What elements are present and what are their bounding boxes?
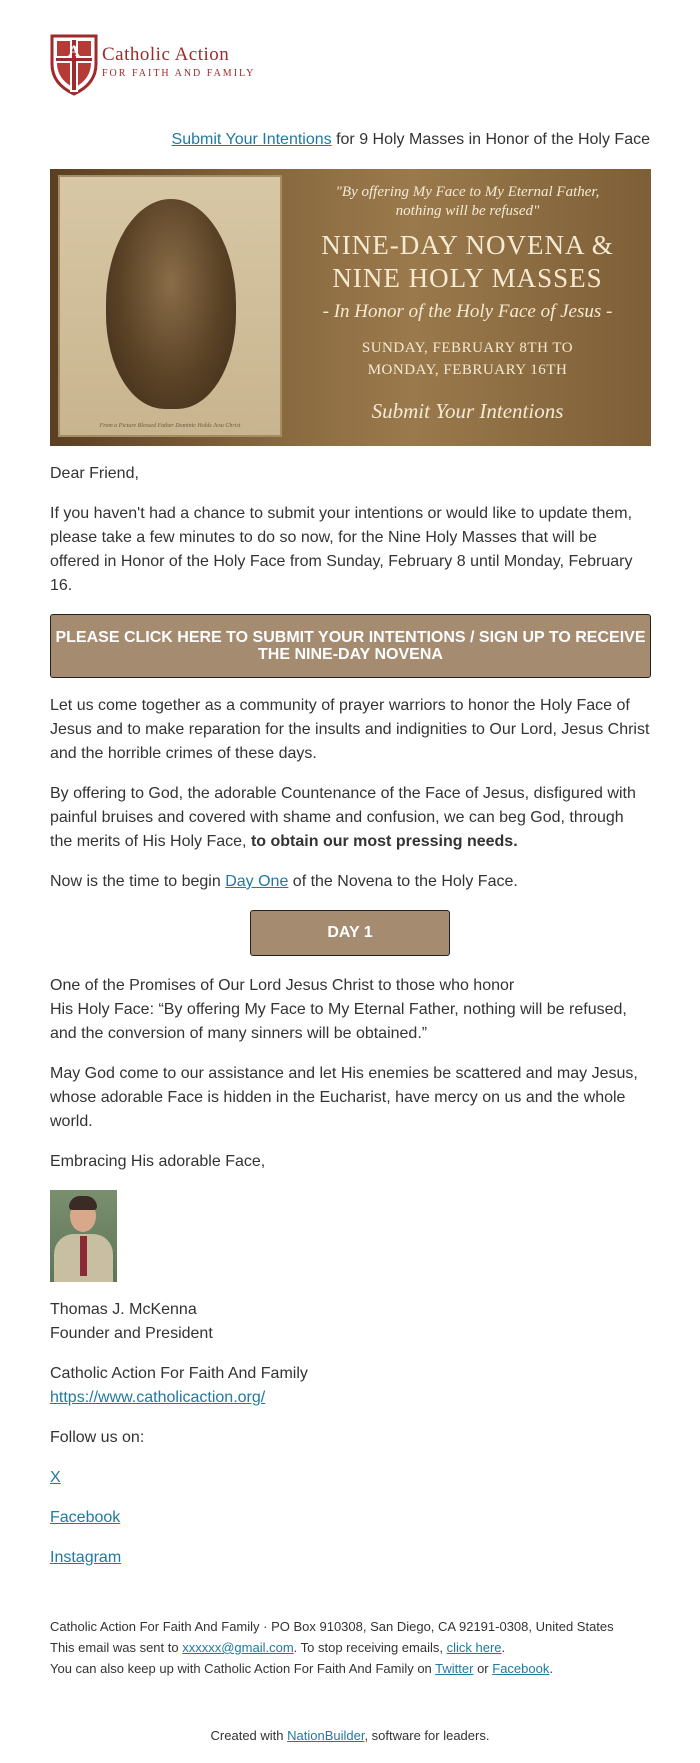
facebook-link[interactable]: Facebook — [50, 1509, 121, 1526]
community-paragraph: Let us come together as a community of prayer warriors to honor the Holy Face of Jesus and to make reparation for the insults and indignities to Our Lord, Jesus Christ and the horrible crimes of these days. — [50, 697, 650, 762]
banner-honor: - In Honor of the Holy Face of Jesus - — [322, 301, 613, 322]
footer-keep — [50, 1658, 650, 1679]
footer-sent-middle: . To stop receiving emails, — [293, 1640, 447, 1655]
social-instagram — [50, 1546, 650, 1570]
footer-twitter-link[interactable]: Twitter — [435, 1661, 474, 1676]
logo[interactable] — [48, 30, 288, 96]
organization-name: Catholic Action For Faith And Family — [50, 1365, 308, 1382]
created-after: , software for leaders. — [364, 1728, 490, 1743]
banner-title-line1: NINE-DAY NOVENA & — [321, 230, 614, 260]
submit-intentions-button[interactable]: PLEASE CLICK HERE TO SUBMIT YOUR INTENTIONS / SIGN UP TO RECEIVE THE NINE-DAY NOVENA — [50, 614, 651, 678]
banner-text — [290, 183, 645, 424]
holy-face-image — [58, 175, 282, 437]
offering-paragraph — [50, 782, 650, 854]
day-1-button[interactable]: DAY 1 — [250, 910, 450, 956]
submit-intentions-link[interactable]: Submit Your Intentions — [171, 131, 332, 148]
day-one-paragraph — [50, 870, 650, 894]
intentions-header-text: for 9 Holy Masses in Honor of the Holy Face — [331, 131, 650, 148]
footer-keep-or: or — [473, 1661, 493, 1676]
logo-subtitle: FOR FAITH AND FAMILY — [102, 68, 256, 79]
footer-facebook-link[interactable]: Facebook — [492, 1661, 550, 1676]
avatar-tie — [80, 1236, 87, 1276]
svg-text:A: A — [68, 43, 80, 60]
footer-sent — [50, 1637, 650, 1658]
avatar — [50, 1190, 117, 1282]
intentions-header — [172, 131, 650, 149]
banner-dates-line1: SUNDAY, FEBRUARY 8TH TO — [361, 340, 574, 356]
footer-keep-after: . — [549, 1661, 553, 1676]
social-facebook — [50, 1506, 650, 1530]
holy-face-icon — [106, 199, 236, 409]
greeting: Dear Friend, — [50, 465, 139, 482]
promise-paragraph — [50, 974, 650, 1046]
organization-url-link[interactable]: https://www.catholicaction.org/ — [50, 1389, 266, 1406]
day-one-after: of the Novena to the Holy Face. — [288, 873, 518, 890]
footer-sent-before: This email was sent to — [50, 1640, 183, 1655]
promise-line2: His Holy Face: “By offering My Face to My Eternal Father, nothing will be refused, and the conversion of many sinners will be obtained.” — [50, 1001, 627, 1042]
organization — [50, 1362, 650, 1410]
veil-caption: From a Picture Blessed Father Dominic Holds Jesu Christ — [99, 423, 241, 429]
offering-text: By offering to God, the adorable Countenance of the Face of Jesus, disfigured with painful bruises and covered with shame and confusion, we can beg God, through the merits of His Holy Face, — [50, 785, 636, 850]
footer-email-link[interactable]: xxxxxx@gmail.com — [182, 1640, 294, 1655]
banner-dates-line2: MONDAY, FEBRUARY 16TH — [367, 362, 568, 378]
prayer-paragraph: May God come to our assistance and let His enemies be scattered and may Jesus, whose adorable Face is hidden in the Eucharist, have mercy on us and the whole world. — [50, 1065, 638, 1130]
follow-label: Follow us on: — [50, 1429, 145, 1446]
day-one-link[interactable]: Day One — [225, 873, 289, 890]
footer-address: Catholic Action For Faith And Family · PO Box 910308, San Diego, CA 92191-0308, United States — [50, 1619, 614, 1634]
banner-submit: Submit Your Intentions — [371, 399, 564, 423]
footer-sent-after: . — [501, 1640, 506, 1655]
offering-bold: to obtain our most pressing needs. — [250, 833, 518, 850]
promise-line1: One of the Promises of Our Lord Jesus Christ to those who honor — [50, 977, 515, 994]
logo-title: Catholic Action — [102, 44, 230, 65]
novena-banner[interactable] — [50, 169, 651, 446]
banner-quote-line2: nothing will be refused" — [395, 203, 540, 219]
banner-quote-line1: "By offering My Face to My Eternal Father, — [335, 184, 600, 200]
unsubscribe-link[interactable]: click here — [446, 1640, 502, 1655]
shield-cross-icon — [48, 30, 100, 96]
instagram-link[interactable]: Instagram — [50, 1549, 122, 1566]
intro-paragraph: If you haven't had a chance to submit your intentions or would like to update them, please take a few minutes to do so now, for the Nine Holy Masses that will be offered in Honor of the Holy Face from Sunday, February 8 until Monday, February 16. — [50, 505, 633, 594]
signature-name: Thomas J. McKenna — [50, 1301, 197, 1318]
closing: Embracing His adorable Face, — [50, 1153, 266, 1170]
signature — [50, 1298, 650, 1346]
created-before: Created with — [210, 1728, 288, 1743]
social-x — [50, 1466, 650, 1490]
nationbuilder-link[interactable]: NationBuilder — [287, 1728, 365, 1743]
day-one-before: Now is the time to begin — [50, 873, 226, 890]
banner-title-line2: NINE HOLY MASSES — [332, 263, 603, 293]
signature-role: Founder and President — [50, 1325, 213, 1342]
footer-keep-before: You can also keep up with Catholic Action For Faith And Family on — [50, 1661, 436, 1676]
avatar-hair — [69, 1196, 97, 1210]
footer — [50, 1616, 650, 1679]
x-link[interactable]: X — [50, 1469, 61, 1486]
created-with — [0, 1728, 700, 1743]
